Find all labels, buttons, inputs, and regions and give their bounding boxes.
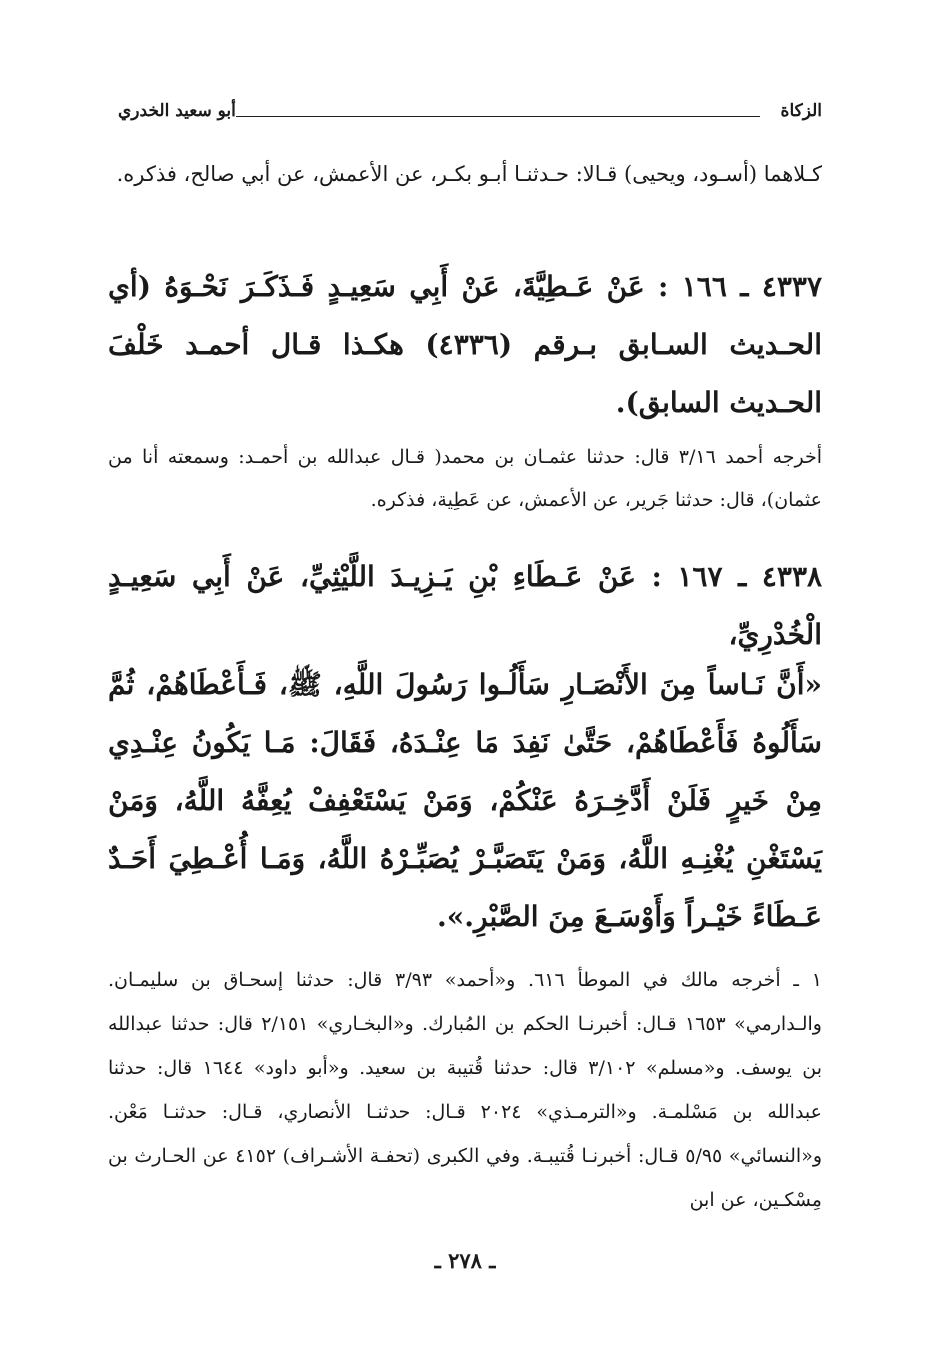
footnote: ١ ـ أخرجه مالك في الموطأ ٦١٦. و«أحمد» ٣/٩٣ قال: حدثنا إسحـاق بن سليمـان. والـدارمي» ١٦٥٣ قـال: أخبرنـا الحكم بن المُبارك. و«البخـاري» ٢/١٥١ قال: حدثنا عبدالله بن يوسف. و«مسلم» ٣/١٠٢ قال: حدثنا قُتيبة بن سعيد. و«أبو داود» ١٦٤٤ قال: حدثنا عبدالله بن مَسْلمـة. و«الترمـذي» ٢٠٢٤ قـال: حدثنـا الأنصاري، قـال: حدثنـا مَعْن. و«النسائي» ٥/٩٥ قـال: أخبرنـا قُتيبـة. وفي الكبرى (تحفـة الأشـراف) ٤١٥٢ عن الحـارث بن مِسْكـين، عن ابن (108, 969, 823, 1211)
hadith-4337: ٤٣٣٧ ـ ١٦٦ : عَنْ عَـطِيَّةَ، عَنْ أَبِي سَعِيـدٍ فَـذَكَـرَ نَحْـوَهُ (أي الحـديث السـابق بـرقم (٤٣٣٦) هكـذا قـال أحمـد خَلْفَ الحـديث السابق). (108, 270, 822, 419)
hadith-4338-matn: «أَنَّ نَـاساً مِنَ الأَنْصَـارِ سَأَلُـوا رَسُولَ اللَّهِ، ﷺ، فَـأَعْطَاهُمْ، ثُمَّ سَأَلُوهُ فَأَعْطَاهُمْ، حَتَّىٰ نَفِدَ مَا عِنْـدَهُ، فَقَالَ: مَـا يَكُونُ عِنْـدِي مِنْ خَيرٍ فَلَنْ أَدَّخِـرَهُ عَنْكُمْ، وَمَنْ يَسْتَعْفِفْ يُعِفَّهُ اللَّهُ، وَمَنْ يَسْتَغْنِ يُغْنِـهِ اللَّهُ، وَمَنْ يَتَصَبَّـرْ يُصَبِّـرْهُ اللَّهُ، وَمَـا أُعْـطِيَ أَحَـدٌ عَـطَاءً خَيْـراً وَأَوْسَـعَ مِنَ الصَّبْرِ.». (108, 668, 822, 933)
chapter-title: الزكاة (780, 101, 822, 121)
running-header (118, 96, 822, 126)
takhrij-4337: أخرجه أحمد ٣/١٦ قال: حدثنا عثمـان بن محمد( قـال عبدالله بن أحمـد: وسمعته أنا من عثمان)، قال: حدثنا جَرير، عن الأعمش، عن عَطِية، فذكره. (108, 446, 823, 511)
hadith-4338-isnad: ٤٣٣٨ ـ ١٦٧ : عَنْ عَـطَاءِ بْنِ يَـزِيـدَ اللَّيْثِيِّ، عَنْ أَبِي سَعِيـدٍ الْخُدْرِيِّ، (108, 560, 823, 651)
header-rule (236, 116, 760, 117)
continuation-paragraph: كـلاهما (أسـود، ويحيى) قـالا: حـدثنـا أبـو بكـر، عن الأعمش، عن أبي صالح، فذكره. (116, 162, 822, 186)
section-title: أبو سعيد الخدري (118, 101, 236, 121)
page-number: ـ ٢٧٨ ـ (434, 1248, 496, 1273)
